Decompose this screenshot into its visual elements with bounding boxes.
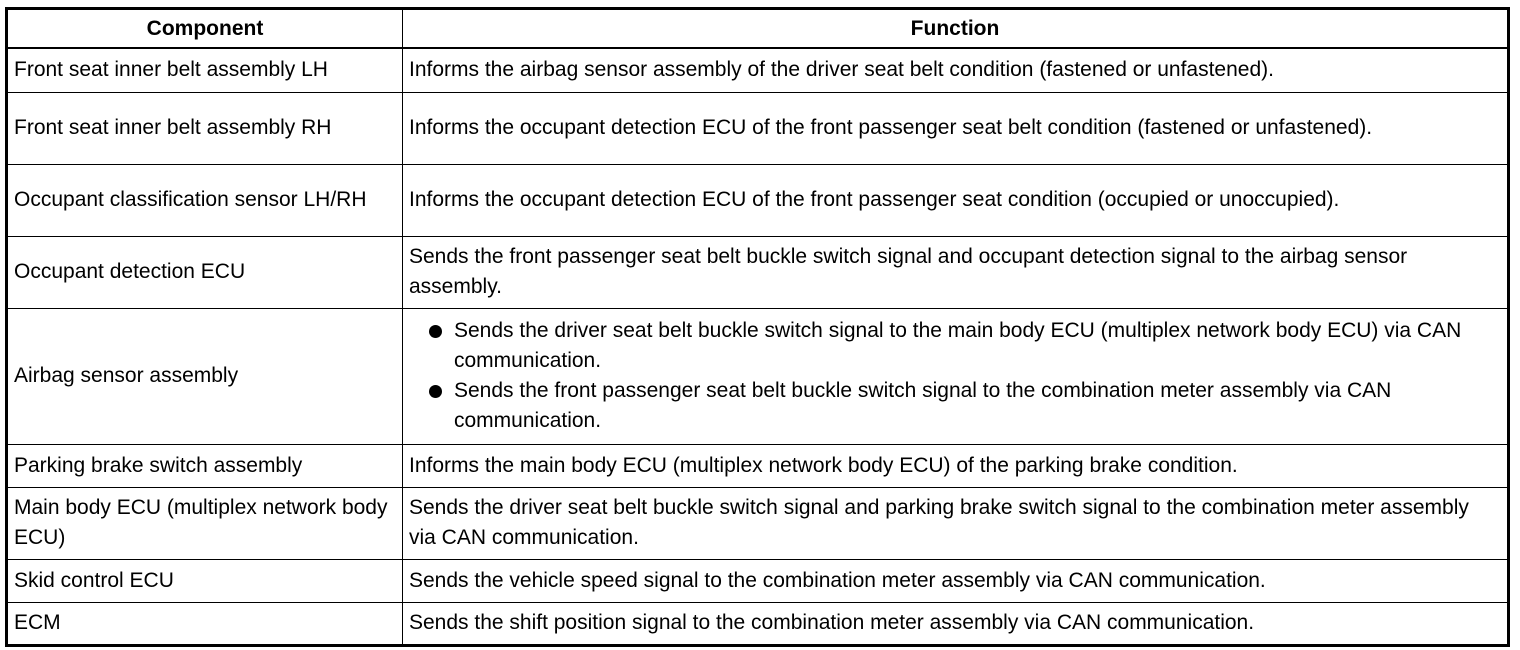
- column-header-component: Component: [7, 9, 403, 49]
- bullet-dot-icon: [429, 385, 442, 398]
- table-row: [7, 559, 1509, 602]
- bullet-text: Sends the driver seat belt buckle switch signal to the main body ECU (multiplex network body ECU) via CAN communication.: [454, 319, 1462, 372]
- table-row: [7, 444, 1509, 487]
- component-function-table: [5, 7, 1510, 647]
- bullet-item: [409, 316, 1501, 376]
- bullet-text: Sends the front passenger seat belt buckle switch signal to the combination meter assembly via CAN communication.: [454, 379, 1392, 432]
- header-row: [7, 9, 1509, 49]
- function-cell: Informs the occupant detection ECU of the front passenger seat belt condition (fastened or unfastened).: [403, 92, 1509, 164]
- bullet-dot-icon: [429, 325, 442, 338]
- component-cell: Main body ECU (multiplex network body ECU): [7, 487, 403, 559]
- component-cell: Occupant detection ECU: [7, 236, 403, 308]
- table-row: [7, 48, 1509, 92]
- function-cell: Sends the shift position signal to the combination meter assembly via CAN communication.: [403, 602, 1509, 645]
- component-cell: Airbag sensor assembly: [7, 308, 403, 444]
- column-header-function: Function: [403, 9, 1509, 49]
- function-cell: Sends the front passenger seat belt buckle switch signal and occupant detection signal to the airbag sensor assembly.: [403, 236, 1509, 308]
- function-cell: Informs the occupant detection ECU of the front passenger seat condition (occupied or unoccupied).: [403, 164, 1509, 236]
- table-row: [7, 164, 1509, 236]
- table-row: [7, 487, 1509, 559]
- table-row: [7, 602, 1509, 645]
- component-cell: Front seat inner belt assembly RH: [7, 92, 403, 164]
- table-row: [7, 308, 1509, 444]
- table-row: [7, 92, 1509, 164]
- function-cell: Sends the vehicle speed signal to the combination meter assembly via CAN communication.: [403, 559, 1509, 602]
- function-cell: [403, 308, 1509, 444]
- table-row: [7, 236, 1509, 308]
- bullet-item: [409, 376, 1501, 436]
- component-cell: Skid control ECU: [7, 559, 403, 602]
- component-cell: Occupant classification sensor LH/RH: [7, 164, 403, 236]
- component-cell: ECM: [7, 602, 403, 645]
- bullet-list: [409, 316, 1501, 436]
- function-cell: Informs the main body ECU (multiplex network body ECU) of the parking brake condition.: [403, 444, 1509, 487]
- component-cell: Parking brake switch assembly: [7, 444, 403, 487]
- component-cell: Front seat inner belt assembly LH: [7, 48, 403, 92]
- function-cell: Sends the driver seat belt buckle switch signal and parking brake switch signal to the combination meter assembly via CAN communication.: [403, 487, 1509, 559]
- function-cell: Informs the airbag sensor assembly of the driver seat belt condition (fastened or unfastened).: [403, 48, 1509, 92]
